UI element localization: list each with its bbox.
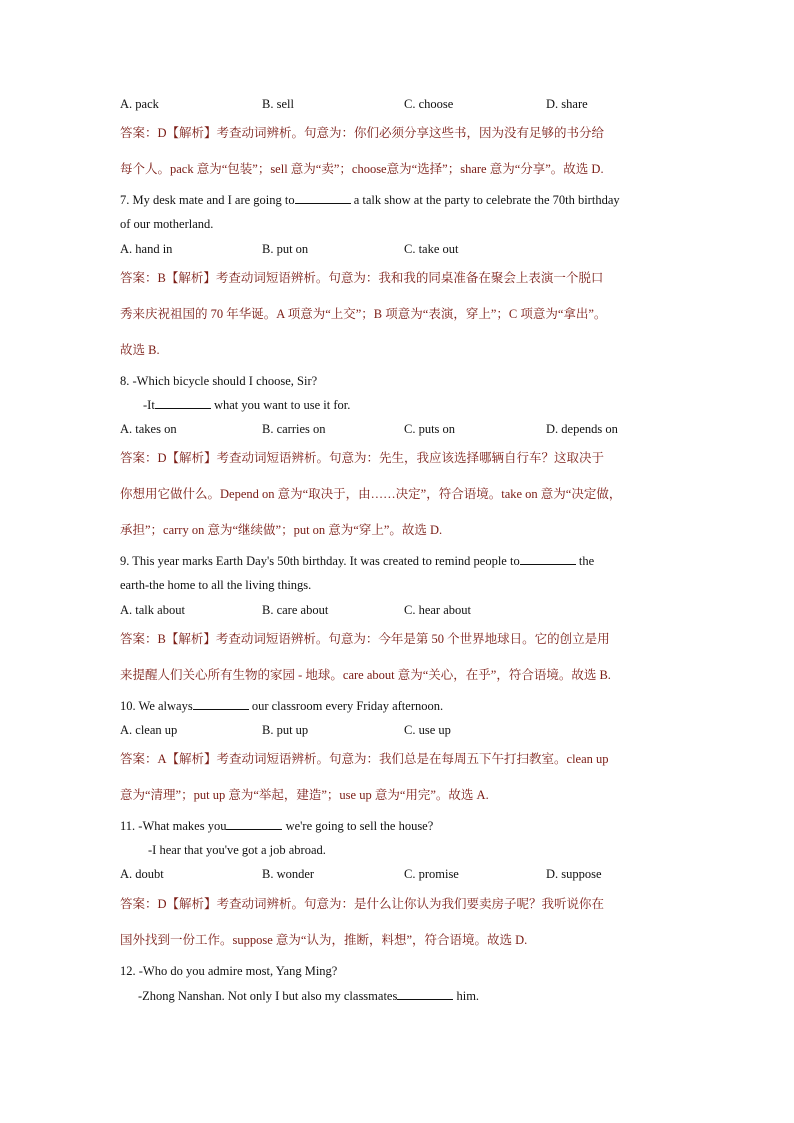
q9-option-a: A. talk about <box>120 603 185 617</box>
q9-answer-line: 答案：B【解析】考查动词短语辨析。句意为：今年是第 50 个世界地球日。它的创立是用 <box>120 632 610 646</box>
q8-stem-line1: 8. -Which bicycle should I choose, Sir? <box>120 374 318 388</box>
q11-option-a: A. doubt <box>120 867 164 881</box>
q11-answer-line: 答案：D【解析】考查动词辨析。句意为：是什么让你认为我们要卖房子呢？我听说你在 <box>120 897 605 911</box>
q10-option-b: B. put up <box>262 723 309 737</box>
q11-stem <box>120 818 433 834</box>
q10-stem-text: our classroom every Friday afternoon. <box>248 699 444 713</box>
q7-stem-text: 7. My desk mate and I are going to <box>120 193 295 207</box>
answer-blank <box>520 553 576 565</box>
q6-option-b: B. sell <box>262 97 294 111</box>
answer-blank <box>226 818 282 830</box>
q12-stem-line2 <box>138 988 479 1004</box>
q9-option-c: C. hear about <box>404 603 471 617</box>
q10-answer-line: 答案：A【解析】考查动词短语辨析。句意为：我们总是在每周五下午打扫教室。clean up <box>120 752 609 766</box>
q9-answer-line: 来提醒人们关心所有生物的家园 - 地球。care about 意为“关心，在乎”，符合语境。故选 B. <box>120 668 611 682</box>
q9-stem-text: 9. This year marks Earth Day's 50th birthday. It was created to remind people to <box>120 554 520 568</box>
q11-stem-text: we're going to sell the house? <box>282 819 434 833</box>
q8-answer-line: 你想用它做什么。Depend on 意为“取决于，由……决定”，符合语境。take on 意为“决定做， <box>120 487 622 501</box>
answer-blank <box>295 192 351 204</box>
q12-stem-text: him. <box>453 989 480 1003</box>
q7-answer-line: 答案：B【解析】考查动词短语辨析。句意为：我和我的同桌准备在聚会上表演一个脱口 <box>120 271 604 285</box>
q6-option-a: A. pack <box>120 97 159 111</box>
answer-blank <box>155 397 211 409</box>
q7-option-a: A. hand in <box>120 242 173 256</box>
q9-stem-line2: earth-the home to all the living things. <box>120 578 312 592</box>
q8-option-b: B. carries on <box>262 422 326 436</box>
q8-stem-text: what you want to use it for. <box>210 398 351 412</box>
q6-answer-line: 每个人。pack 意为“包装”；sell 意为“卖”；choose意为“选择”；share 意为“分享”。故选 D. <box>120 162 604 176</box>
q7-option-c: C. take out <box>404 242 459 256</box>
q8-option-c: C. puts on <box>404 422 456 436</box>
q8-option-d: D. depends on <box>546 422 618 436</box>
q7-answer-line: 故选 B. <box>120 343 160 357</box>
q8-stem-text: -It <box>143 398 155 412</box>
q8-answer-line: 承担”；carry on 意为“继续做”；put on 意为“穿上”。故选 D. <box>120 523 443 537</box>
q10-option-c: C. use up <box>404 723 451 737</box>
q8-option-a: A. takes on <box>120 422 177 436</box>
q7-stem-line2: of our motherland. <box>120 217 214 231</box>
q10-stem <box>120 698 443 714</box>
q9-option-b: B. care about <box>262 603 329 617</box>
q7-option-b: B. put on <box>262 242 309 256</box>
q11-option-d: D. suppose <box>546 867 602 881</box>
q6-answer-line: 答案：D【解析】考查动词辨析。句意为：你们必须分享这些书，因为没有足够的书分给 <box>120 126 605 140</box>
q10-option-a: A. clean up <box>120 723 178 737</box>
q6-option-c: C. choose <box>404 97 454 111</box>
q9-stem <box>120 553 594 569</box>
q10-answer-line: 意为“清理”；put up 意为“举起，建造”；use up 意为“用完”。故选 A. <box>120 788 489 802</box>
q12-stem-text: -Zhong Nanshan. Not only I but also my classmates <box>138 989 398 1003</box>
q8-stem-line2 <box>143 397 350 413</box>
q11-option-b: B. wonder <box>262 867 315 881</box>
q11-stem-line2: -I hear that you've got a job abroad. <box>148 843 326 857</box>
q7-answer-line: 秀来庆祝祖国的 70 年华诞。A 项意为“上交”；B 项意为“表演，穿上”；C 项意为“拿出”。 <box>120 307 607 321</box>
q7-stem-text: a talk show at the party to celebrate the 70th birthday <box>350 193 620 207</box>
q11-option-c: C. promise <box>404 867 459 881</box>
q11-stem-text: 11. -What makes you <box>120 819 227 833</box>
answer-blank <box>397 988 453 1000</box>
q8-answer-line: 答案：D【解析】考查动词短语辨析。句意为：先生，我应该选择哪辆自行车？这取决于 <box>120 451 605 465</box>
q6-option-d: D. share <box>546 97 588 111</box>
q9-stem-text: the <box>575 554 595 568</box>
q12-stem-line1: 12. -Who do you admire most, Yang Ming? <box>120 964 338 978</box>
q10-stem-text: 10. We always <box>120 699 193 713</box>
q11-answer-line: 国外找到一份工作。suppose 意为“认为，推断，料想”，符合语境。故选 D. <box>120 933 528 947</box>
answer-blank <box>193 698 249 710</box>
q7-stem <box>120 192 620 208</box>
